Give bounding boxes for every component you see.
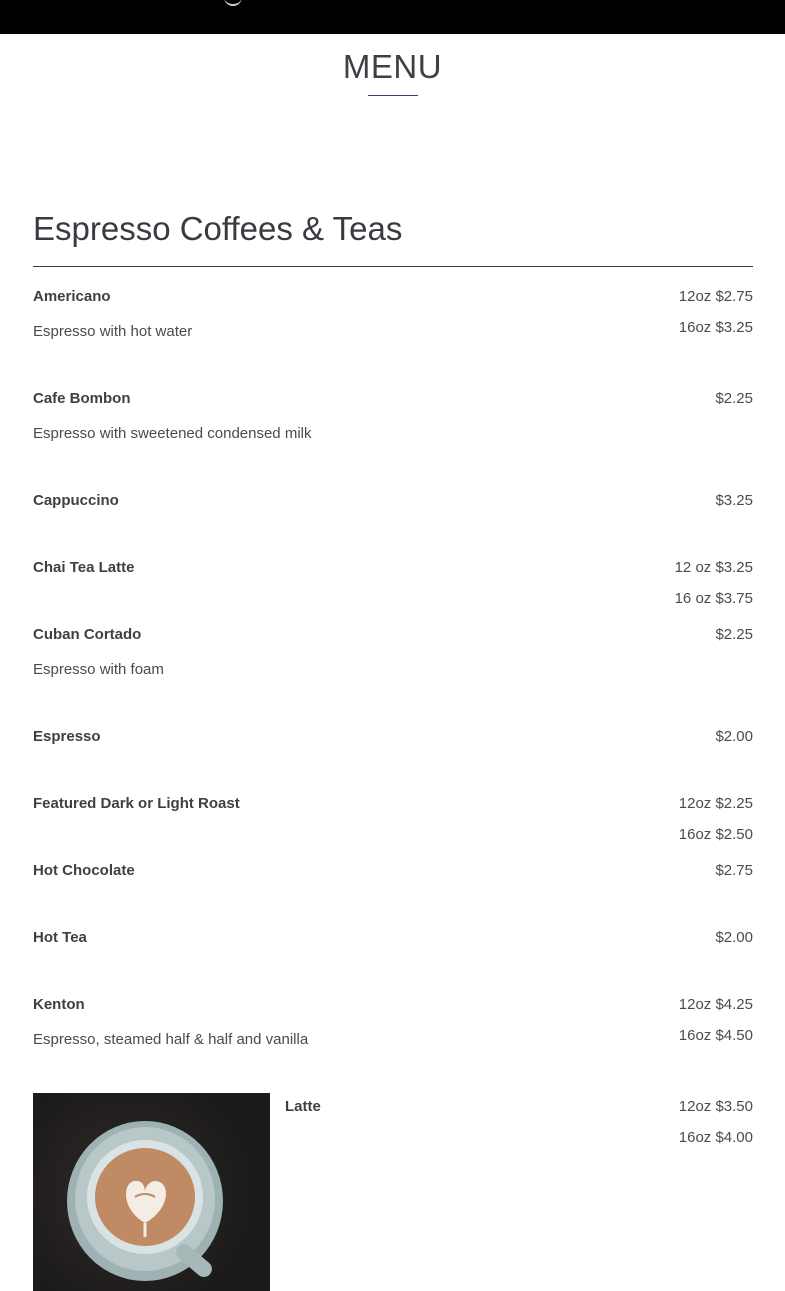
item-price: 12 oz $3.25: [674, 559, 753, 576]
item-price: 12oz $4.25: [678, 996, 753, 1013]
item-price: $2.75: [715, 862, 753, 879]
item-name: Cafe Bombon: [33, 390, 131, 407]
item-price: $2.00: [715, 728, 753, 745]
item-price: 16 oz $3.75: [674, 590, 753, 607]
section-divider: [33, 266, 753, 267]
item-name: Chai Tea Latte: [33, 559, 135, 576]
item-price: 12oz $2.25: [678, 795, 753, 812]
item-price: $2.25: [715, 626, 753, 643]
item-price: 12oz $2.75: [678, 288, 753, 305]
item-price: $3.25: [715, 492, 753, 509]
top-header-bar: [0, 0, 785, 34]
item-name: Cappuccino: [33, 492, 119, 509]
item-description: Espresso, steamed half & half and vanilla: [33, 1031, 309, 1048]
item-name: Featured Dark or Light Roast: [33, 795, 240, 812]
item-name: Kenton: [33, 996, 85, 1013]
item-name: Hot Chocolate: [33, 862, 135, 879]
title-underline: [368, 95, 418, 96]
item-price: $2.25: [715, 390, 753, 407]
item-price: 12oz $3.50: [678, 1098, 753, 1115]
item-name: Espresso: [33, 728, 101, 745]
item-price: 16oz $4.00: [678, 1129, 753, 1146]
page-title: MENU: [342, 48, 443, 85]
latte-photo[interactable]: [33, 1093, 270, 1291]
item-name: Americano: [33, 288, 111, 305]
item-price: 16oz $3.25: [678, 319, 753, 336]
item-description: Espresso with hot water: [33, 323, 193, 340]
section-heading: Espresso Coffees & Teas: [33, 210, 403, 247]
item-price: $2.00: [715, 929, 753, 946]
item-name: Latte: [285, 1098, 321, 1115]
item-description: Espresso with foam: [33, 661, 164, 678]
latte-art-image: [33, 1093, 270, 1291]
item-price: 16oz $4.50: [678, 1027, 753, 1044]
item-name: Hot Tea: [33, 929, 87, 946]
logo-fragment[interactable]: [224, 0, 242, 6]
item-description: Espresso with sweetened condensed milk: [33, 425, 312, 442]
item-price: 16oz $2.50: [678, 826, 753, 843]
item-name: Cuban Cortado: [33, 626, 142, 643]
